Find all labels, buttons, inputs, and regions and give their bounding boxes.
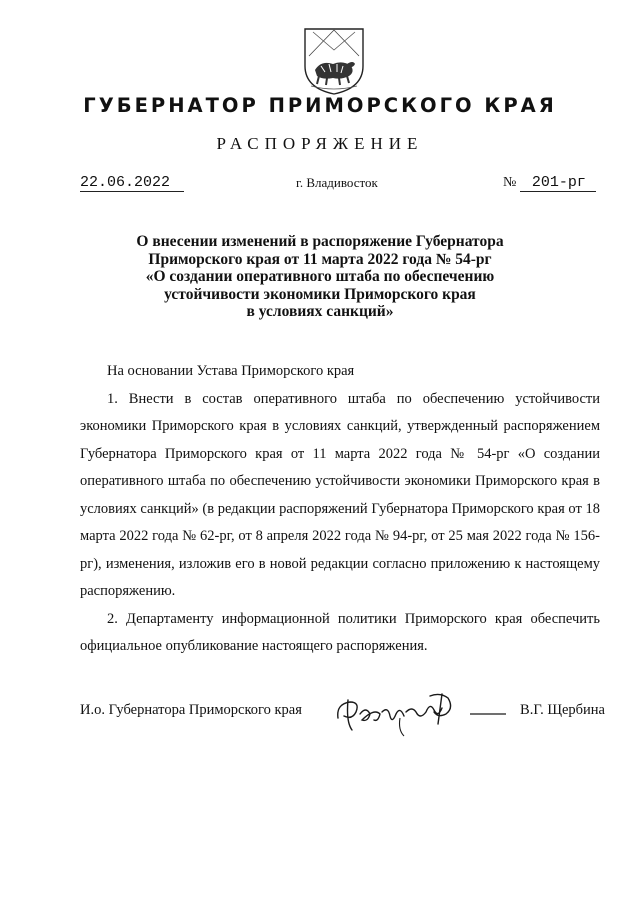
title-line: Приморского края от 11 марта 2022 года № 54-рг [148,250,492,268]
title-line: О внесении изменений в распоряжение Губернатора [136,233,504,250]
document-city: г. Владивосток [296,175,378,190]
basis-paragraph: На основании Устава Приморского края [107,363,355,379]
title-line: «О создании оперативного штаба по обеспечению [145,268,495,285]
signature-block [80,700,605,740]
signatory-name: В.Г. Щербина [520,702,605,718]
title-line: устойчивости экономики Приморского края [164,285,476,303]
title-line: в условиях санкций» [246,303,394,320]
signatory-position: И.о. Губернатора Приморского края [80,702,302,718]
document-date: 22.06.2022 [80,175,184,192]
document-title [120,233,520,321]
document-body [80,358,600,661]
handwritten-signature [330,678,510,748]
document-type: РАСПОРЯЖЕНИЕ [216,134,424,153]
document-number: 201-рг [520,175,596,192]
item-1-paragraph: 1. Внести в состав оперативного штаба по обеспечению устойчивости экономики Приморского края в условиях санкций, утвержденный распоряжением Губернатора Приморского края от 11 марта 2022 года № 54-рг «О создании оперативного штаба по обеспечению устойчивости экономики Приморского края в условиях санкций» (в редакции распоряжений Губернатора Приморского края от 18 марта 2022 года № 62-рг, от 8 апреля 2022 года № 94-рг, от 25 мая 2022 года № 156-рг), изменения, изложив его в новой редакции согласно приложению к настоящему распоряжению. [80,390,600,599]
document-number-block [503,175,596,192]
number-sign: № [503,175,517,190]
coat-of-arms-primorsky-icon [303,26,365,96]
item-2-paragraph: 2. Департаменту информационной политики Приморского края обеспечить официальное опубликование настоящего распоряжения. [80,610,600,654]
organization-title: ГУБЕРНАТОР ПРИМОРСКОГО КРАЯ [83,94,557,117]
